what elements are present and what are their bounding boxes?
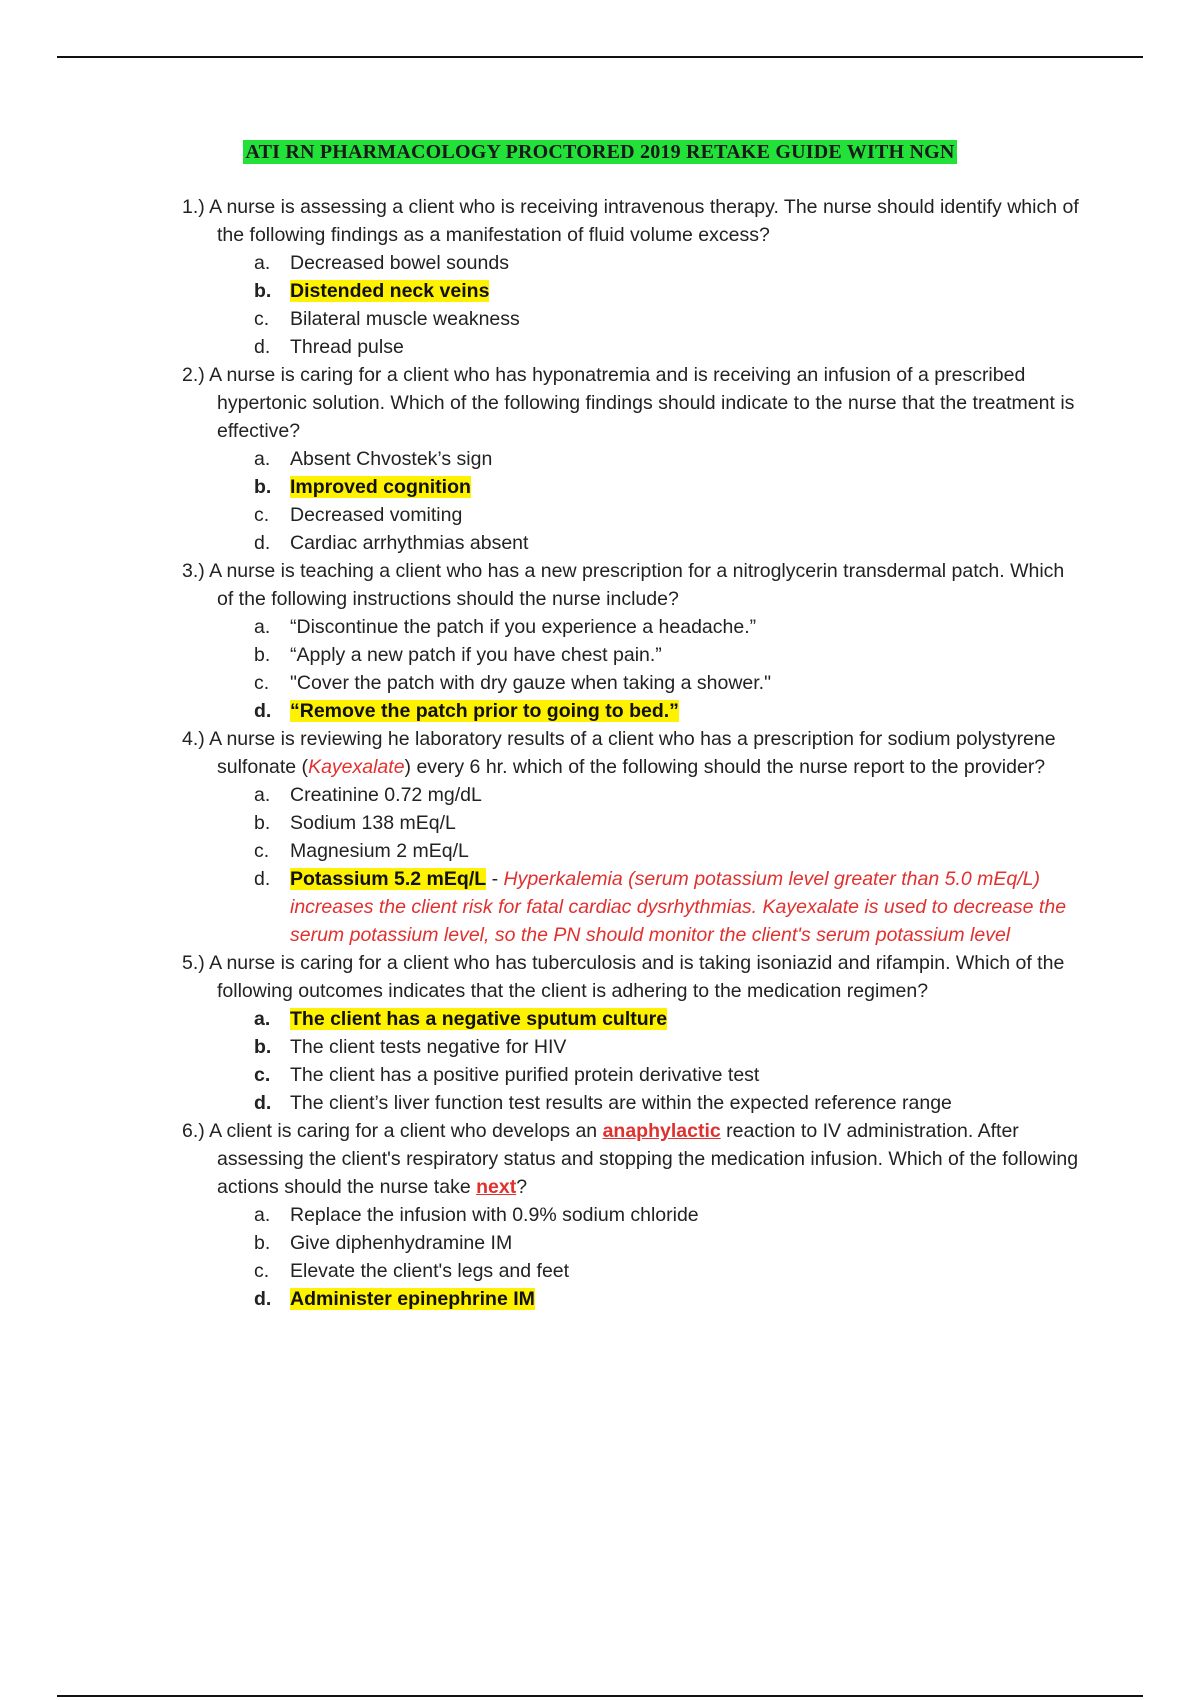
option-6a (182, 1201, 1082, 1229)
option-letter: b. (254, 1232, 271, 1254)
option-letter: c. (254, 1260, 270, 1282)
option-4a (182, 781, 1082, 809)
question-2-options (182, 445, 1082, 557)
drug-name: Kayexalate (308, 756, 405, 778)
option-2b-correct (182, 473, 1082, 501)
option-text: Elevate the client's legs and feet (290, 1260, 570, 1282)
question-3-options (182, 613, 1082, 725)
option-4d-correct (182, 865, 1082, 949)
option-letter: a. (254, 252, 271, 274)
option-text: Cardiac arrhythmias absent (290, 532, 529, 554)
option-text: Give diphenhydramine IM (290, 1232, 513, 1254)
option-letter: d. (254, 336, 271, 358)
option-letter: a. (254, 1204, 271, 1226)
question-2-text: 2.) A nurse is caring for a client who has hyponatremia and is receiving an infusion of a prescribed hypertonic solution. Which of the following findings should indicate to the nurse that the treatment is effective? (182, 364, 1075, 442)
question-1 (182, 193, 1082, 361)
option-text: Sodium 138 mEq/L (290, 812, 456, 834)
option-text: “Apply a new patch if you have chest pain.” (290, 644, 662, 666)
option-text-highlighted: The client has a negative sputum culture (290, 1008, 668, 1030)
option-letter: a. (254, 448, 271, 470)
question-text-part: 6.) A client is caring for a client who develops an (182, 1120, 603, 1142)
question-5-options (182, 1005, 1082, 1117)
option-text: "Cover the patch with dry gauze when taking a shower." (290, 672, 772, 694)
question-5-text: 5.) A nurse is caring for a client who has tuberculosis and is taking isoniazid and rifampin. Which of the following outcomes indicates that the client is adhering to the medication regimen? (182, 952, 1065, 1002)
option-text: The client tests negative for HIV (290, 1036, 567, 1058)
option-1d (182, 333, 1082, 361)
option-text-highlighted: Administer epinephrine IM (290, 1288, 535, 1310)
option-4b (182, 809, 1082, 837)
option-letter: c. (254, 1064, 271, 1086)
option-letter: b. (254, 476, 272, 498)
option-letter: b. (254, 812, 271, 834)
option-6b (182, 1229, 1082, 1257)
option-letter: c. (254, 672, 270, 694)
option-3b (182, 641, 1082, 669)
option-text: Absent Chvostek’s sign (290, 448, 493, 470)
option-text: Magnesium 2 mEq/L (290, 840, 469, 862)
question-text-part: ? (516, 1176, 528, 1198)
option-letter: c. (254, 504, 270, 526)
question-2 (182, 361, 1082, 557)
question-1-options (182, 249, 1082, 361)
answer-explanation: Hyperkalemia (serum potassium level greater than 5.0 mEq/L) increases the client risk for fatal cardiac dysrhythmias. Kayexalate is used to decrease the serum potassium level, so the PN should monitor the client's serum potassium level (290, 868, 1067, 946)
option-5b (182, 1033, 1082, 1061)
option-text: Thread pulse (290, 336, 404, 358)
option-5a-correct (182, 1005, 1082, 1033)
question-6-text (182, 1117, 1082, 1201)
question-4-options (182, 781, 1082, 949)
document-title: ATI RN PHARMACOLOGY PROCTORED 2019 RETAKE GUIDE WITH NGN (245, 141, 955, 163)
option-text: The client has a positive purified protein derivative test (290, 1064, 760, 1086)
question-1-text: 1.) A nurse is assessing a client who is receiving intravenous therapy. The nurse should identify which of the following findings as a manifestation of fluid volume excess? (182, 196, 1079, 246)
option-letter: b. (254, 280, 272, 302)
option-text: Creatinine 0.72 mg/dL (290, 784, 482, 806)
option-text: Decreased vomiting (290, 504, 463, 526)
option-letter: a. (254, 616, 271, 638)
option-5d (182, 1089, 1082, 1117)
option-2a (182, 445, 1082, 473)
option-text-highlighted: Distended neck veins (290, 280, 490, 302)
option-text: Bilateral muscle weakness (290, 308, 520, 330)
option-3a (182, 613, 1082, 641)
dash-separator: - (486, 868, 504, 890)
option-2d (182, 529, 1082, 557)
option-letter: a. (254, 784, 271, 806)
option-text-highlighted: Potassium 5.2 mEq/L (290, 868, 487, 890)
option-3d-correct (182, 697, 1082, 725)
question-4 (182, 725, 1082, 949)
option-letter: d. (254, 700, 272, 722)
question-text-part: reaction to IV administration. After assessing the client's respiratory status and stopping the medication infusion. Which of the following actions should the nurse take (217, 1120, 1079, 1198)
option-1a (182, 249, 1082, 277)
keyword-anaphylactic: anaphylactic (602, 1120, 721, 1142)
option-letter: b. (254, 1036, 272, 1058)
top-rule (57, 56, 1143, 58)
question-4-text (182, 725, 1082, 781)
question-6 (182, 1117, 1082, 1313)
question-text-part: ) every 6 hr. which of the following should the nurse report to the provider? (404, 756, 1046, 778)
option-text: Replace the infusion with 0.9% sodium chloride (290, 1204, 699, 1226)
question-5 (182, 949, 1082, 1117)
question-6-options (182, 1201, 1082, 1313)
bottom-rule (57, 1695, 1143, 1697)
option-letter: d. (254, 868, 271, 890)
option-letter: d. (254, 1288, 272, 1310)
option-6d-correct (182, 1285, 1082, 1313)
option-text-highlighted: “Remove the patch prior to going to bed.” (290, 700, 679, 722)
option-text: Decreased bowel sounds (290, 252, 509, 274)
keyword-next: next (476, 1176, 517, 1198)
question-3-text: 3.) A nurse is teaching a client who has a new prescription for a nitroglycerin transdermal patch. Which of the following instructions should the nurse include? (182, 560, 1065, 610)
question-text-part: 4.) A nurse is reviewing he laboratory results of a client who has a prescription for sodium polystyrene sulfonate ( (182, 728, 1056, 778)
option-5c (182, 1061, 1082, 1089)
title-wrap (0, 141, 1200, 164)
option-6c (182, 1257, 1082, 1285)
option-letter: d. (254, 532, 271, 554)
option-3c (182, 669, 1082, 697)
option-text: The client’s liver function test results are within the expected reference range (290, 1092, 952, 1114)
option-2c (182, 501, 1082, 529)
question-list (182, 193, 1082, 1313)
option-text: “Discontinue the patch if you experience a headache.” (290, 616, 757, 638)
option-4c (182, 837, 1082, 865)
option-letter: a. (254, 1008, 271, 1030)
question-3 (182, 557, 1082, 725)
option-text-highlighted: Improved cognition (290, 476, 471, 498)
option-1b-correct (182, 277, 1082, 305)
option-letter: d. (254, 1092, 272, 1114)
option-letter: c. (254, 308, 270, 330)
option-letter: c. (254, 840, 270, 862)
option-1c (182, 305, 1082, 333)
option-letter: b. (254, 644, 271, 666)
